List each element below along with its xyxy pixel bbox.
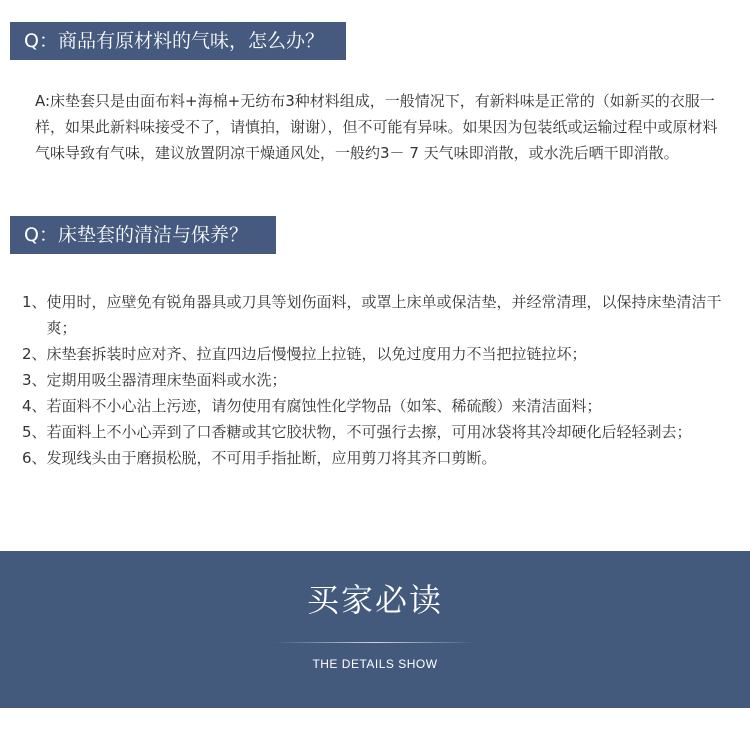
list-item-number: 4、	[22, 397, 47, 415]
list-item-text: 使用时，应壁免有锐角器具或刀具等划伤面料，或罩上床单或保洁垫，并经常清理，以保持床垫清洁干爽；	[46, 293, 722, 337]
banner-subtitle: THE DETAILS SHOW	[312, 657, 438, 671]
list-item-text: 床垫套拆装时应对齐、拉直四边后慢慢拉上拉链，以免过度用力不当把拉链拉坏；	[46, 345, 587, 363]
banner-divider	[275, 642, 475, 643]
list-item	[22, 445, 737, 471]
buyer-notice-banner	[0, 551, 750, 708]
care-instructions-list	[22, 289, 737, 471]
list-item-text: 若面料上不小心弄到了口香糖或其它胶状物，不可强行去擦，可用冰袋将其冷却硬化后轻轻剥去；	[46, 423, 692, 441]
list-item-number: 2、	[22, 345, 47, 363]
list-item	[22, 393, 737, 419]
list-item-text: 若面料不小心沾上污迹，请勿使用有腐蚀性化学物品（如笨、稀硫酸）来清洁面料；	[46, 397, 602, 415]
list-item-number: 5、	[22, 423, 47, 441]
question-heading-odor: Q：商品有原材料的气味，怎么办？	[10, 22, 346, 60]
list-item	[22, 289, 737, 341]
banner-title: 买家必读	[306, 581, 443, 619]
list-item	[22, 367, 737, 393]
question-heading-care: Q：床垫套的清洁与保养？	[10, 216, 276, 254]
list-item-text: 定期用吸尘器清理床垫面料或水洗；	[46, 371, 287, 389]
list-item-text: 发现线头由于磨损松脱，不可用手指扯断，应用剪刀将其齐口剪断。	[46, 449, 497, 467]
answer-odor: A:床垫套只是由面布料+海棉+无纺布3种材料组成，一般情况下，有新料味是正常的（如新买的衣服一样，如果此新料味接受不了，请慎拍，谢谢），但不可能有异味。如果因为包装纸或运输过程中或原材料气味导致有气味，建议放置阴凉干燥通风处，一般约3－ 7 天气味即消散，或水洗后晒干即消散。	[35, 92, 718, 162]
list-item	[22, 419, 737, 445]
list-item-number: 6、	[22, 449, 47, 467]
list-item	[22, 341, 737, 367]
list-item-number: 3、	[22, 371, 47, 389]
list-item-number: 1、	[22, 293, 47, 311]
